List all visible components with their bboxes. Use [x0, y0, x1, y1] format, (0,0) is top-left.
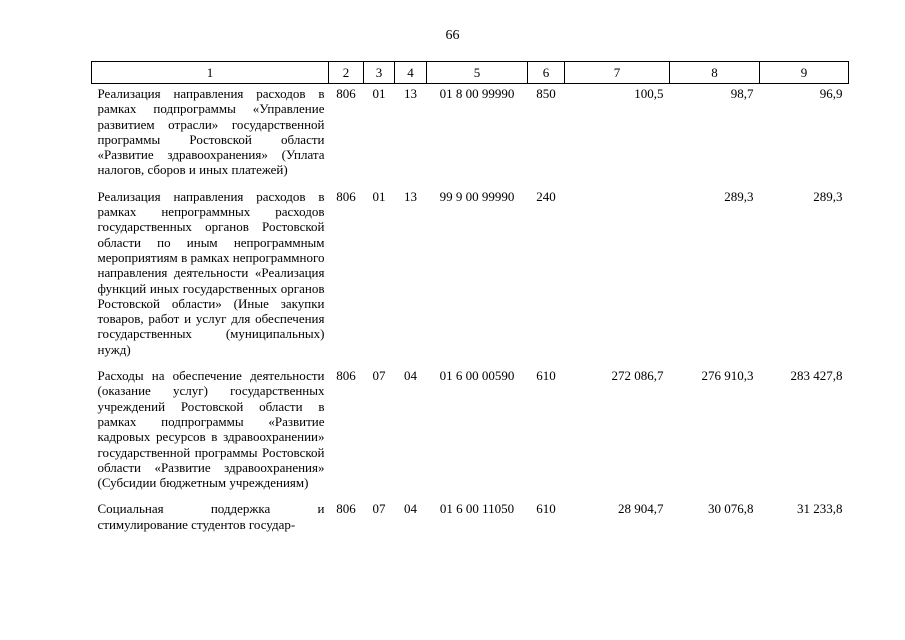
ministry-code: 806	[336, 188, 356, 204]
expense-type-code: 240	[536, 188, 556, 204]
column-header: 3	[364, 62, 395, 84]
page-number: 66	[445, 28, 460, 43]
subsection-code: 04	[404, 368, 417, 384]
column-header: 9	[760, 62, 849, 84]
section-code: 07	[372, 368, 386, 384]
table-row	[92, 499, 849, 532]
expense-name: Расходы на обеспечение деятельности (оказание услуг) государственных учреждений Ростовской области в рамках подпрограммы «Развитие кадровых ресурсов в здравоохранении» государственной программы Ростовской области «Развитие здравоохранения» (Субсидии бюджетным учреждениям)	[97, 368, 325, 491]
table-row	[92, 84, 849, 178]
table-row	[92, 187, 849, 357]
column-header: 7	[565, 62, 670, 84]
section-code: 07	[372, 501, 386, 517]
amount-year-2: 30 076,8	[708, 501, 754, 517]
subsection-code: 13	[404, 188, 417, 204]
column-header: 8	[670, 62, 760, 84]
table-header-row	[92, 62, 849, 84]
expense-name: Реализация направления расходов в рамках непрограммных расходов государственных органов Ростовской области по иным непрограммным мероприятиям в рамках непрограммного направления деятельности «Реализация функций иных государственных органов Ростовской области» (Иные закупки товаров, работ и услуг для обеспечения государственных (муниципальных) нужд)	[97, 188, 325, 357]
ministry-code: 806	[336, 86, 356, 101]
expense-name: Социальная поддержка и стимулирование студентов государ-	[97, 501, 325, 532]
column-header: 5	[427, 62, 528, 84]
expense-type-code: 850	[536, 86, 556, 101]
amount-year-3: 31 233,8	[797, 501, 843, 517]
column-header: 6	[528, 62, 565, 84]
target-code: 01 6 00 00590	[439, 368, 515, 384]
budget-table	[91, 61, 849, 532]
subsection-code: 04	[404, 501, 417, 517]
expense-type-code: 610	[536, 368, 556, 384]
column-header: 2	[329, 62, 364, 84]
section-code: 01	[372, 188, 386, 204]
amount-year-1: 100,5	[634, 86, 664, 101]
column-header: 4	[395, 62, 427, 84]
amount-year-1	[565, 187, 670, 357]
amount-year-2: 98,7	[730, 86, 754, 101]
target-code: 01 8 00 99990	[439, 86, 515, 101]
section-code: 01	[372, 86, 386, 101]
amount-year-3: 96,9	[819, 86, 843, 101]
amount-year-3: 289,3	[813, 188, 843, 204]
column-header: 1	[92, 62, 329, 84]
amount-year-3: 283 427,8	[790, 368, 843, 384]
expense-type-code: 610	[536, 501, 556, 517]
amount-year-1: 28 904,7	[618, 501, 664, 517]
ministry-code: 806	[336, 368, 356, 384]
ministry-code: 806	[336, 501, 356, 517]
amount-year-1: 272 086,7	[611, 368, 664, 384]
target-code: 01 6 00 11050	[439, 501, 515, 517]
amount-year-2: 289,3	[724, 188, 754, 204]
expense-name: Реализация направления расходов в рамках подпрограммы «Управление развитием отрасли» государственной программы Ростовской области «Развитие здравоохранения» (Уплата налогов, сборов и иных платежей)	[97, 86, 325, 178]
amount-year-2: 276 910,3	[701, 368, 754, 384]
subsection-code: 13	[404, 86, 417, 101]
target-code: 99 9 00 99990	[439, 188, 515, 204]
table-row	[92, 366, 849, 490]
